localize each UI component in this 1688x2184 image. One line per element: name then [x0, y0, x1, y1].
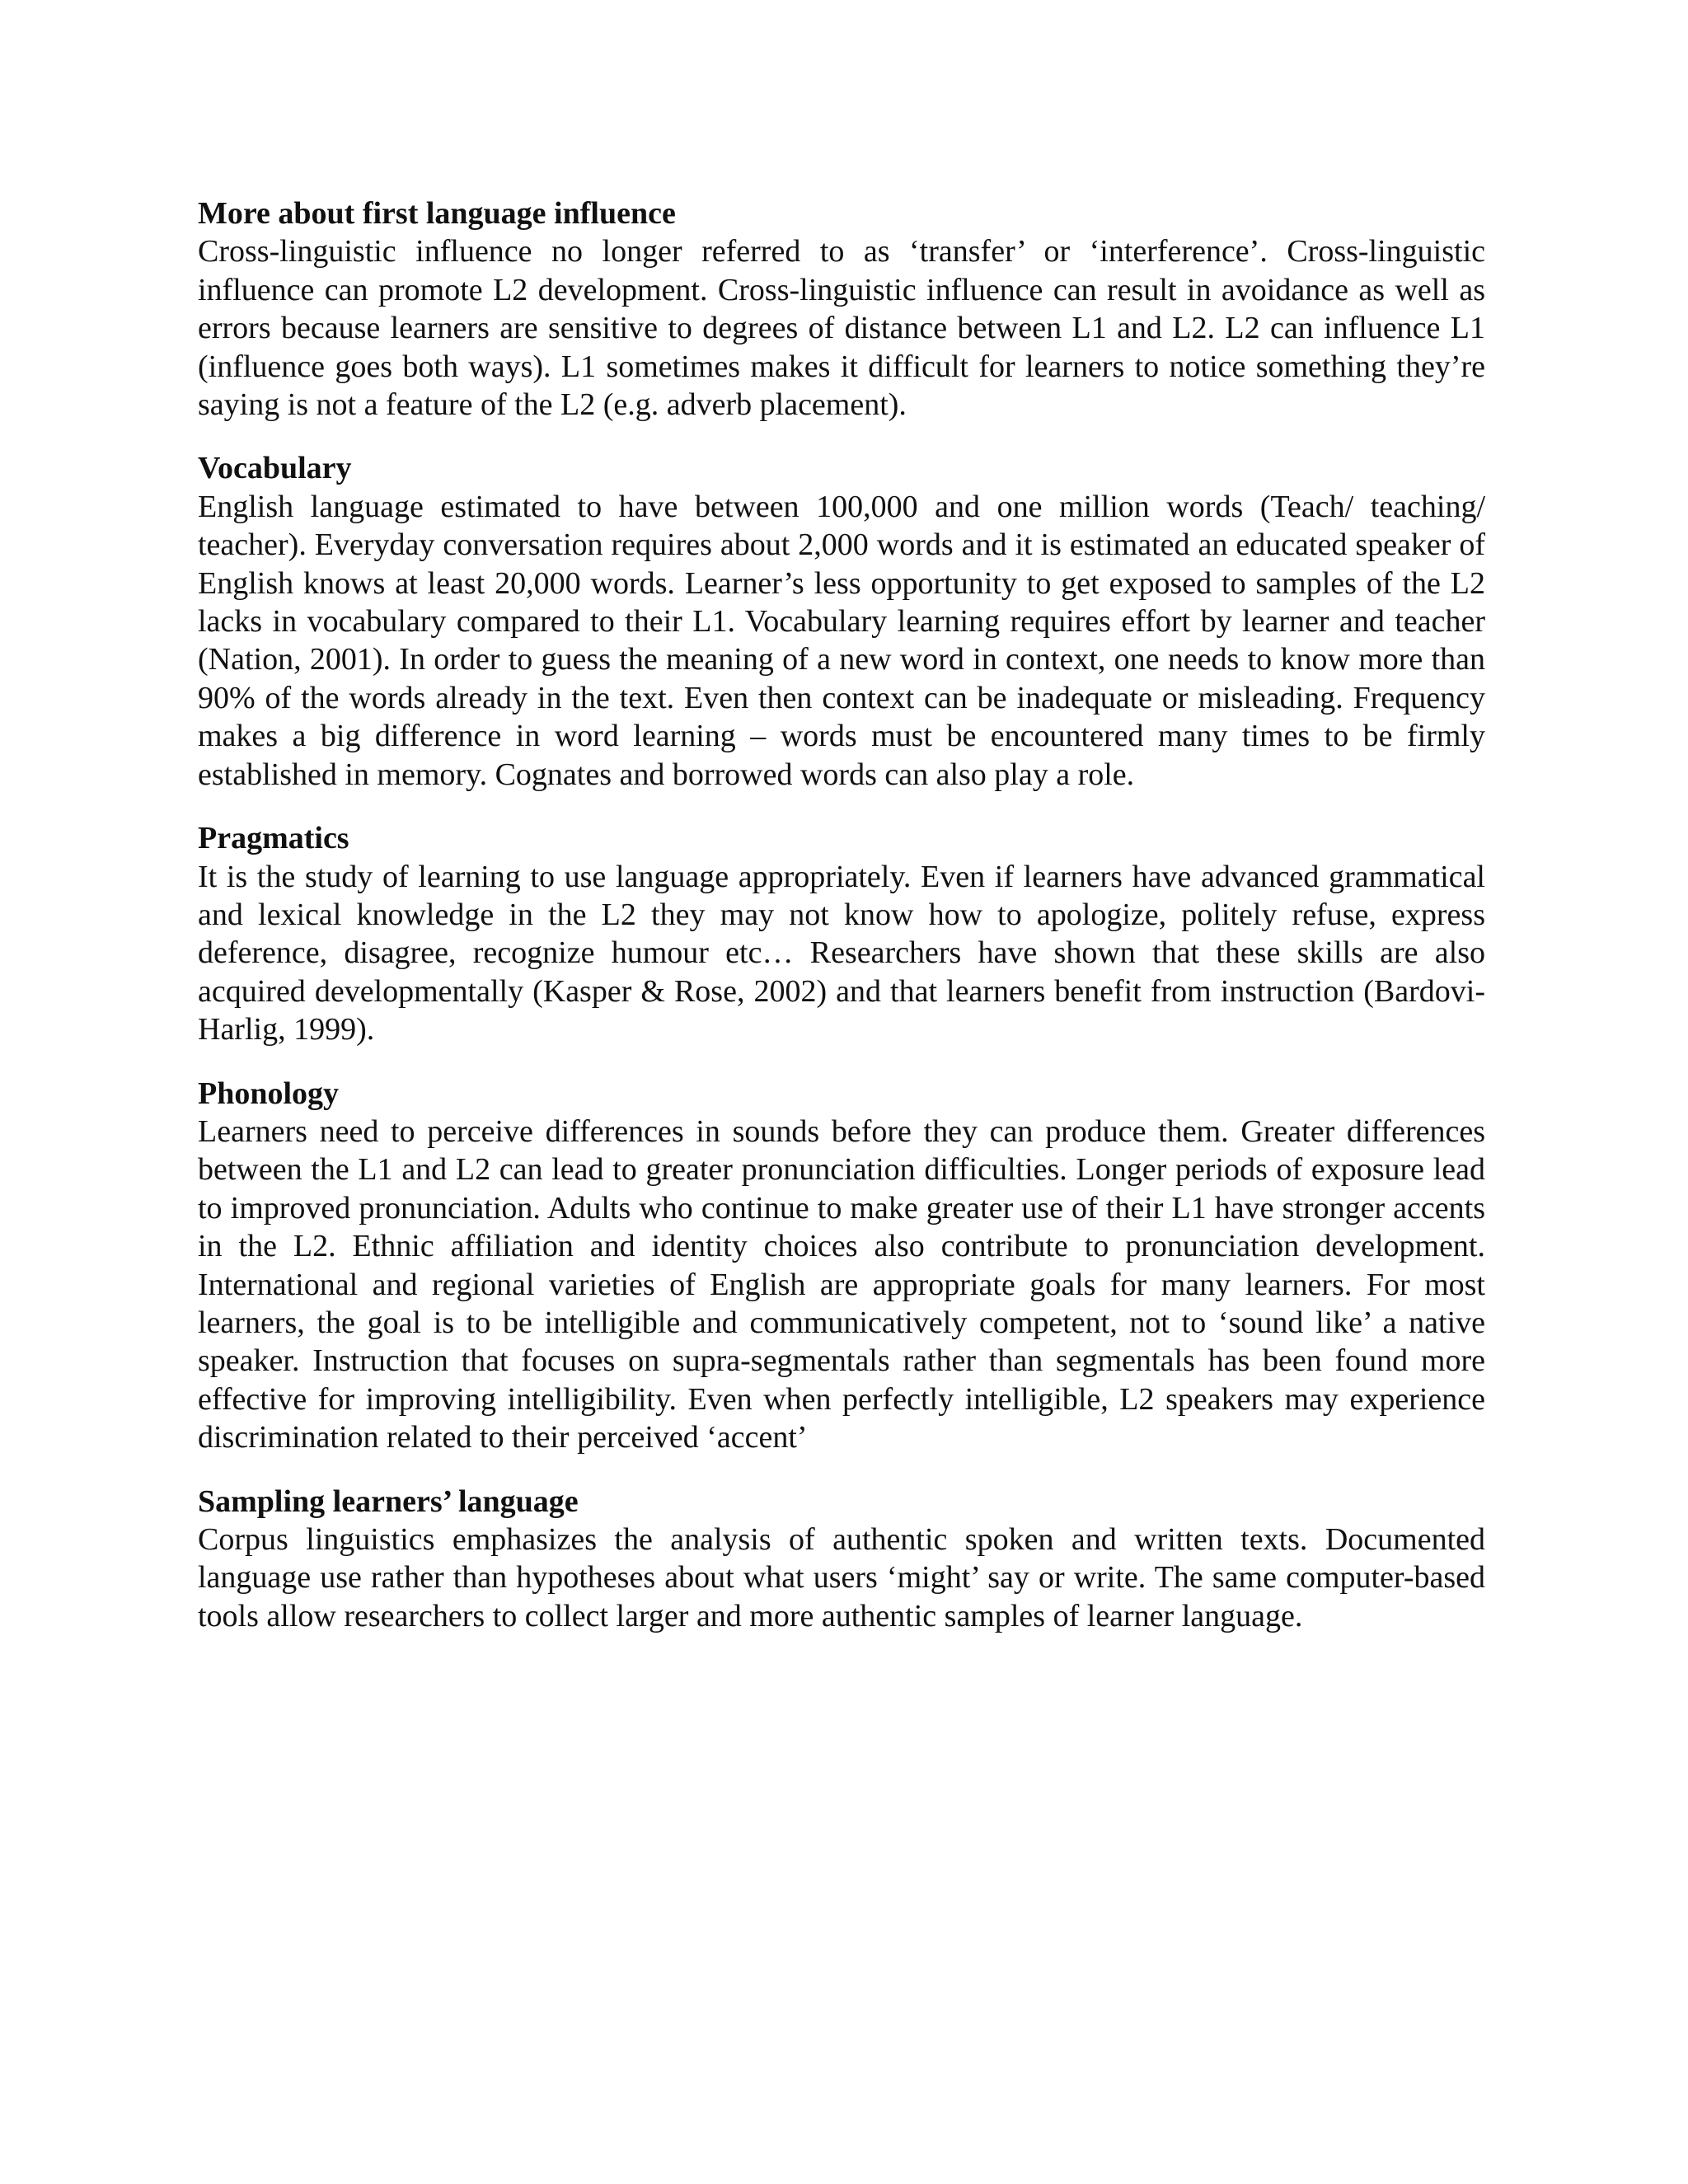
section-body: Corpus linguistics emphasizes the analysis of authentic spoken and written texts. Documented language use rather than hypotheses about what users ‘might’ say or write. The same computer-based tools allow researchers to collect larger and more authentic samples of learner language. — [198, 1522, 1485, 1633]
section-body: Cross-linguistic influence no longer referred to as ‘transfer’ or ‘interference’. Cross-linguistic influence can promote L2 development. Cross-linguistic influence can result in avoidance as well as errors because learners are sensitive to degrees of distance between L1 and L2. L2 can influence L1 (influence goes both ways). L1 sometimes makes it difficult for learners to notice something they’re saying is not a feature of the L2 (e.g. adverb placement). — [198, 234, 1485, 423]
section-heading: Phonology — [198, 1076, 340, 1111]
section-phonology — [198, 1075, 1485, 1457]
section-heading: Vocabulary — [198, 451, 352, 486]
section-first-language-influence — [198, 194, 1485, 424]
page-content — [198, 194, 1485, 1661]
section-heading: Pragmatics — [198, 821, 349, 856]
section-body: English language estimated to have between 100,000 and one million words (Teach/ teaching/ teacher). Everyday conversation requires about 2,000 words and it is estimated an educated speaker of English knows at least 20,000 words. Learner’s less opportunity to get exposed to samples of the L2 lacks in vocabulary compared to their L1. Vocabulary learning requires effort by learner and teacher (Nation, 2001). In order to guess the meaning of a new word in context, one needs to know more than 90% of the words already in the text. Even then context can be inadequate or misleading. Frequency makes a big difference in word learning – words must be encountered many times to be firmly established in memory. Cognates and borrowed words can also play a role. — [198, 489, 1485, 792]
section-body: Learners need to perceive differences in sounds before they can produce them. Greater differences between the L1 and L2 can lead to greater pronunciation difficulties. Longer periods of exposure lead to improved pronunciation. Adults who continue to make greater use of their L1 have stronger accents in the L2. Ethnic affiliation and identity choices also contribute to pronunciation development. International and regional varieties of English are appropriate goals for many learners. For most learners, the goal is to be intelligible and communicatively competent, not to ‘sound like’ a native speaker. Instruction that focuses on supra-segmentals rather than segmentals has been found more effective for improving intelligibility. Even when perfectly intelligible, L2 speakers may experience discrimination related to their perceived ‘accent’ — [198, 1113, 1485, 1455]
section-heading: Sampling learners’ language — [198, 1483, 579, 1519]
section-sampling-learners-language — [198, 1483, 1485, 1636]
section-vocabulary — [198, 449, 1485, 794]
section-heading: More about first language influence — [198, 196, 676, 231]
section-body: It is the study of learning to use language appropriately. Even if learners have advanced grammatical and lexical knowledge in the L2 they may not know how to apologize, politely refuse, express deference, disagree, recognize humour etc… Researchers have shown that these skills are also acquired developmentally (Kasper & Rose, 2002) and that learners benefit from instruction (Bardovi-Harlig, 1999). — [198, 859, 1485, 1047]
section-pragmatics — [198, 819, 1485, 1048]
